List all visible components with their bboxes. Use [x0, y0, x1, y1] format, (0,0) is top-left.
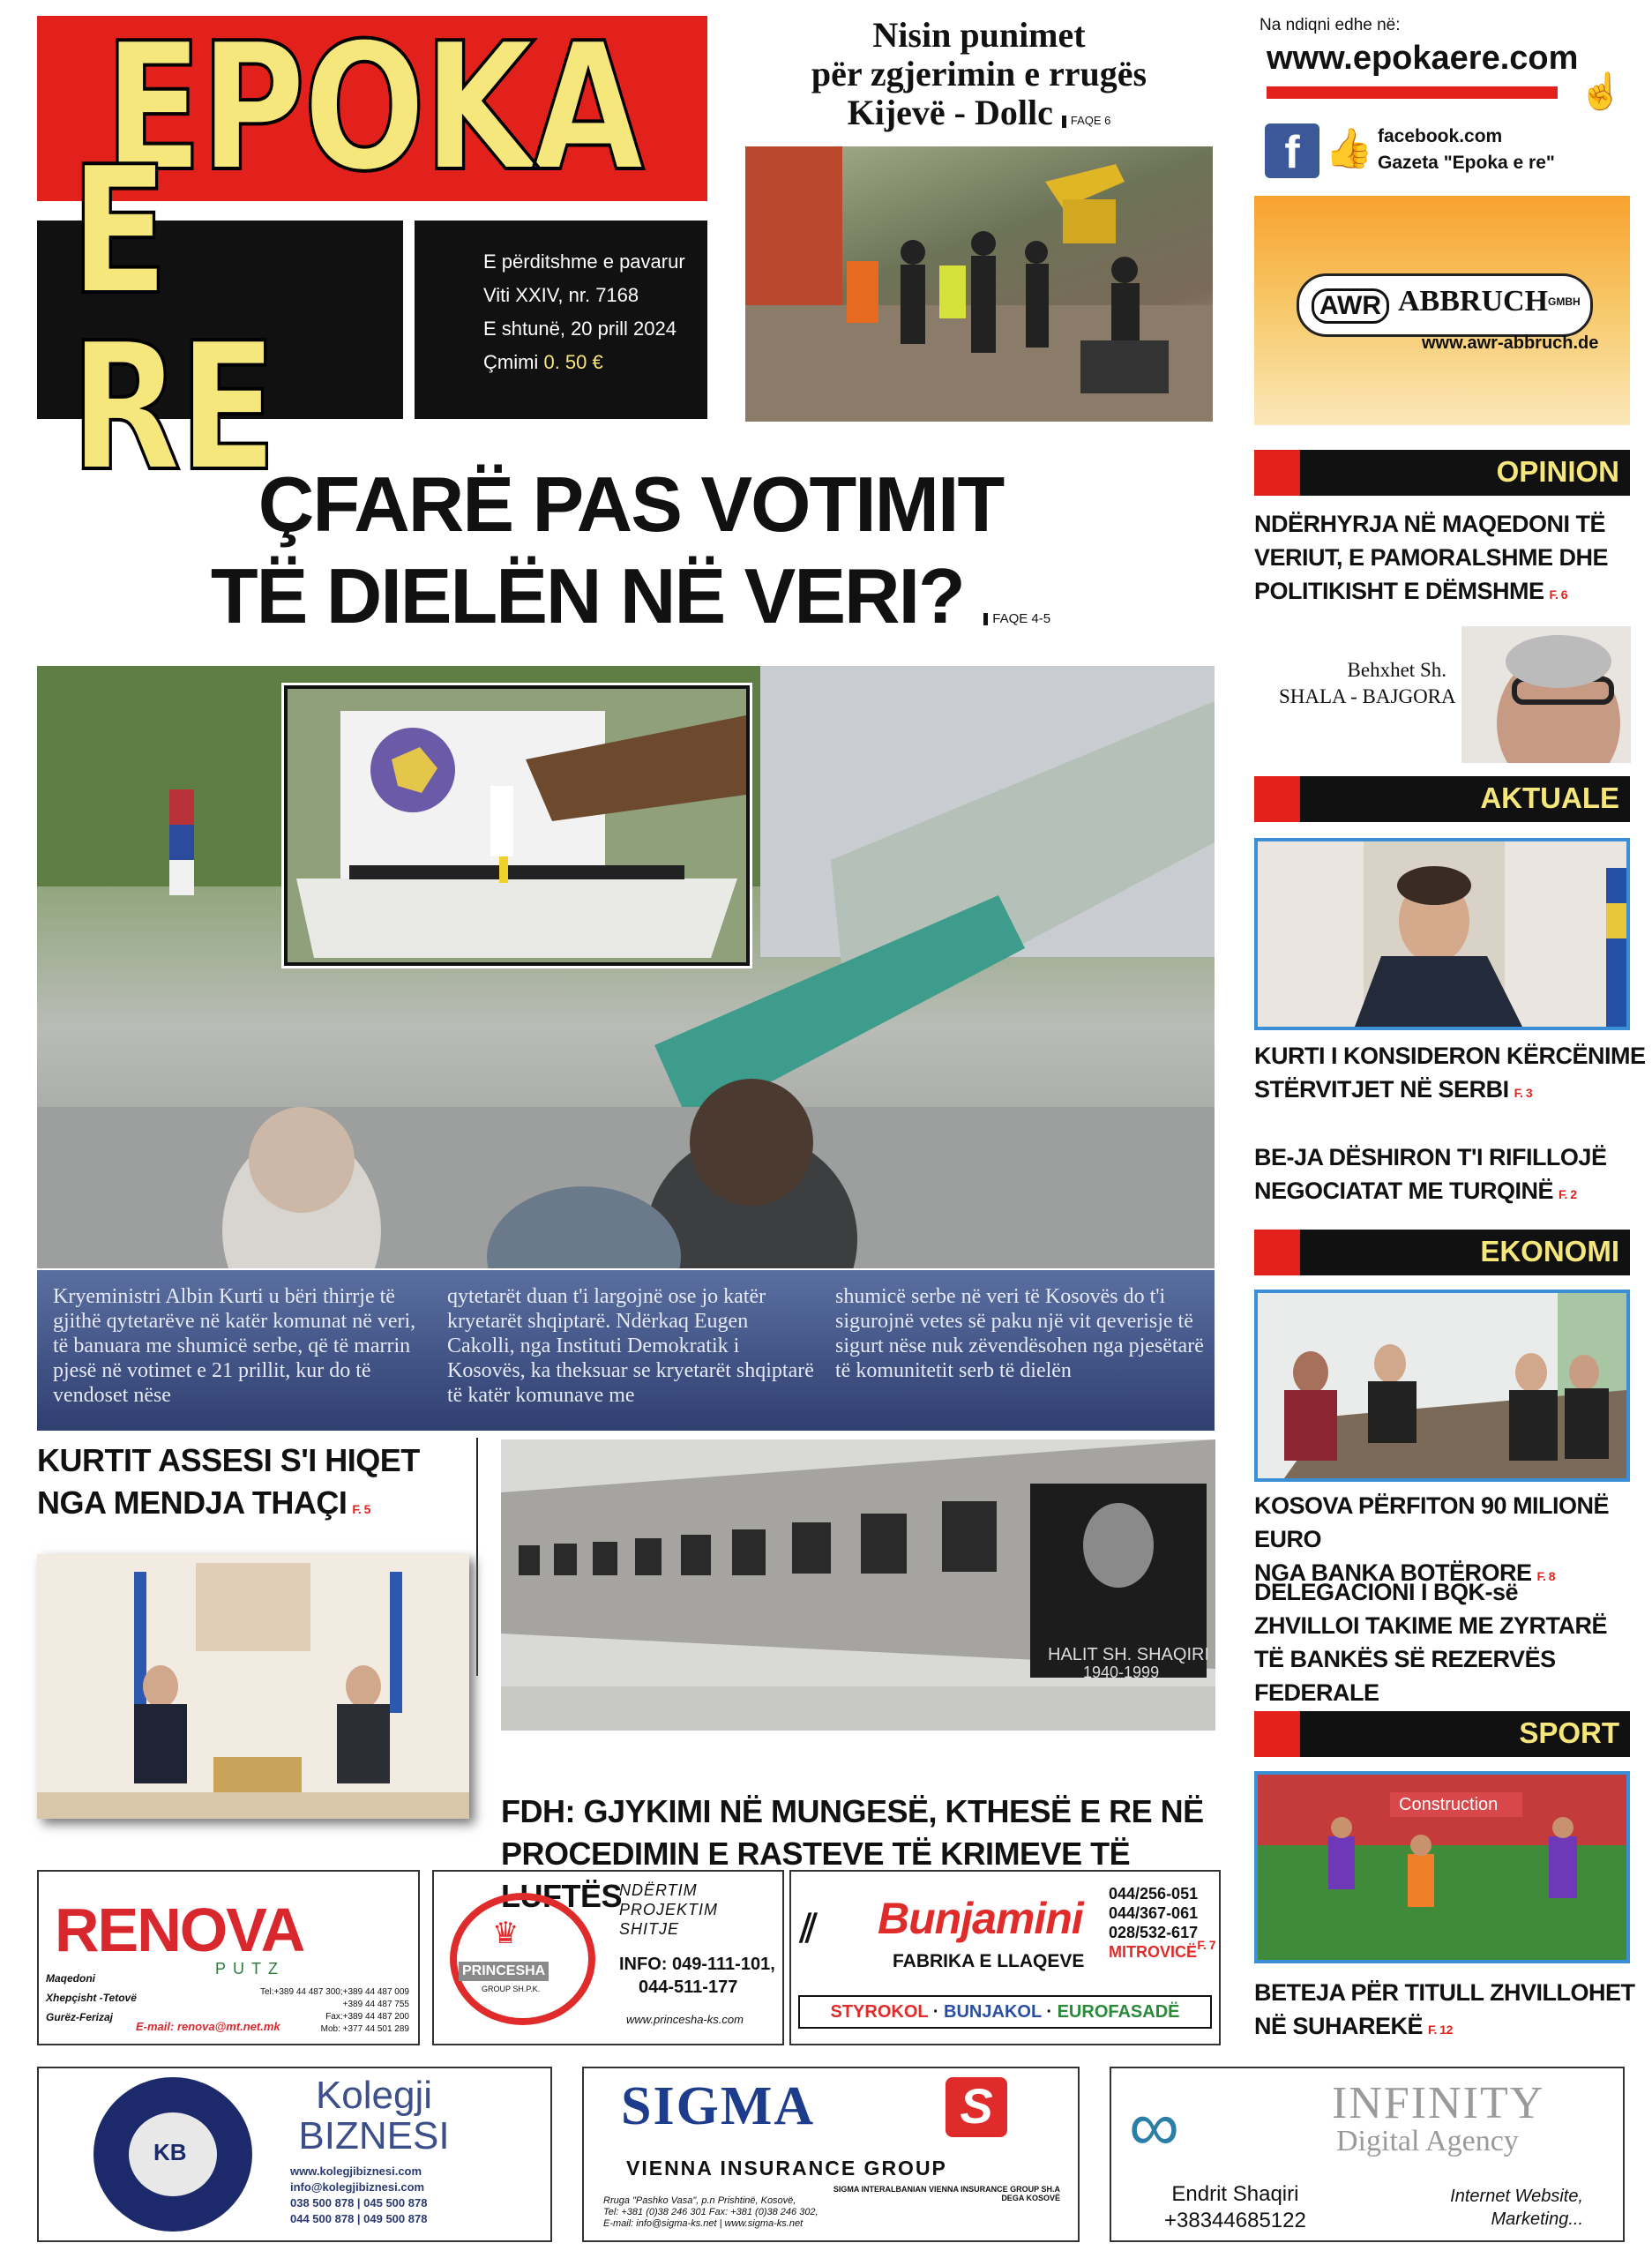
issue-date: E shtunë, 20 prill 2024 — [483, 318, 676, 340]
aktuale-photo[interactable] — [1254, 838, 1630, 1030]
ad-awr-abbruch[interactable] — [1254, 196, 1630, 425]
caption-column-3: shumicë serbe në veri të Kosovës do t'i sigurojnë vetes së paku një vit qeverisje të sigurt nëse nuk zëvendësohen nga pjesëtarë të komunitetit serb të dielën — [835, 1285, 1204, 1382]
sport-story-1[interactable]: BETEJA PËR TITULL ZHVILLOHET NË SUHAREKË F. 12 — [1254, 1979, 1635, 2039]
story-kurti-photo[interactable] — [37, 1554, 469, 1819]
adidas-stripes-icon: ⫽ — [800, 1907, 818, 1950]
story-fdh-photo[interactable] — [501, 1439, 1215, 1731]
website-link[interactable]: www.epokaere.com — [1267, 40, 1579, 77]
section-header-opinion[interactable]: OPINION — [1254, 450, 1630, 496]
princesha-logo: ♛ PRINCESHA GROUP SH.P.K. — [450, 1893, 595, 2025]
awr-url[interactable]: www.awr-abbruch.de — [1422, 333, 1599, 353]
story-kurti-headline[interactable]: KURTIT ASSESI S'I HIQET NGA MENDJA THAÇI F. 5 — [37, 1442, 420, 1521]
issue-number: Viti XXIV, nr. 7168 — [483, 284, 639, 306]
logo-epoka: EPOKA — [37, 16, 707, 201]
ballot-box-inset-photo[interactable] — [284, 685, 750, 966]
top-story-headline[interactable]: Nisin punimet për zgjerimin e rrugës Kijevë - Dollc FAQE 6 — [811, 15, 1147, 132]
tagline: E përditshme e pavarur — [483, 250, 685, 273]
ad-renova[interactable]: RENOVA PUTZ Maqedoni Xhepçisht -Tetovë Gurëz-Ferizaj Tel:+389 44 487 300;+389 44 487 009 +389 44 487 755 Fax:+389 44 487 200 Mob: +377 44 501 289 E-mail: renova@mt.net.mk — [37, 1870, 420, 2045]
plaque-name: HALIT SH. SHAQIRI — [1048, 1645, 1210, 1664]
masthead-info — [415, 221, 707, 419]
section-header-ekonomi[interactable]: EKONOMI — [1254, 1230, 1630, 1275]
column-divider — [476, 1438, 478, 1676]
author-photo — [1461, 626, 1631, 763]
plaque-years: 1940-1999 — [1083, 1664, 1160, 1681]
construction-photo-icon — [745, 146, 1213, 422]
facebook-icon[interactable]: f — [1265, 123, 1319, 178]
cursor-hand-icon: ☝ — [1579, 72, 1623, 111]
aktuale-story-2[interactable]: BE-JA DËSHIRON T'I RIFILLOJË NEGOCIATAT ME TURQINË F. 2 — [1254, 1144, 1607, 1204]
ekonomi-story-1[interactable]: KOSOVA PËRFITON 90 MILIONË EURO NGA BANKA BOTËRORE F. 8 — [1254, 1492, 1610, 1586]
website-underline — [1267, 86, 1558, 99]
sport-banner-text: Construction — [1399, 1795, 1499, 1814]
ad-infinity[interactable]: ∞ INFINITY Digital Agency Endrit Shaqiri +38344685122 Internet Website, Marketing... — [1110, 2067, 1625, 2242]
aktuale-story-1[interactable]: KURTI I KONSIDERON KËRCËNIME STËRVITJET NË SERBI F. 3 — [1254, 1043, 1646, 1103]
logo-e-re: E RE — [37, 221, 403, 419]
top-story-photo[interactable] — [745, 146, 1213, 422]
story-fdh-headline[interactable]: FDH: GJYKIMI NË MUNGESË, KTHESË E RE NË PROCEDIMIN E RASTEVE TË KRIMEVE TË LUFTËS F. 7 — [501, 1793, 1215, 1952]
thumbs-up-icon: 👍 — [1325, 127, 1373, 170]
main-story-photo[interactable] — [37, 666, 1215, 1268]
facebook-link[interactable]: facebook.com Gazeta "Epoka e re" — [1378, 126, 1555, 173]
main-story-caption — [37, 1270, 1215, 1431]
opinion-headline[interactable]: NDËRHYRJA NË MAQEDONI TË VERIUT, E PAMORALSHME DHE POLITIKISHT E DËMSHME F. 6 — [1254, 511, 1609, 604]
ekonomi-story-2[interactable]: DELEGACIONI I BQK-së ZHVILLOI TAKIME ME ZYRTARË TË BANKËS SË REZERVËS FEDERALE — [1254, 1579, 1607, 1706]
awr-logo: AWR ABBRUCH GMBH — [1297, 273, 1593, 337]
infinity-icon: ∞ — [1129, 2087, 1180, 2165]
sport-photo[interactable] — [1254, 1771, 1630, 1963]
follow-label: Na ndiqni edhe në: — [1260, 16, 1401, 34]
main-headline[interactable]: ÇFARË PAS VOTIMIT TË DIELËN NË VERI? FAQE 4-5 — [210, 460, 1051, 639]
ad-bunjamini[interactable]: ⫽ Bunjamini FABRIKA E LLAQEVE 044/256-051 044/367-061 028/532-617 MITROVICË STYROKOL · BUNJAKOL · EUROFASADË — [789, 1870, 1221, 2045]
ad-kolegji-biznesi[interactable]: KB Kolegji BIZNESI www.kolegjibiznesi.com info@kolegjibiznesi.com 038 500 878 | 045 500 878 044 500 878 | 049 500 878 — [37, 2067, 552, 2242]
opinion-author: Behxhet Sh. SHALA - BAJGORA — [1279, 659, 1456, 707]
price: Çmimi 0. 50 € — [483, 351, 603, 373]
renova-logo: RENOVA — [55, 1895, 304, 1964]
kolegji-logo: KB — [93, 2077, 252, 2232]
caption-column-1: Kryeministri Albin Kurti u bëri thirrje të gjithë qytetarëve në katër komunat në veri, të banuara me shumicë serbe, që të marrin pjesë në votimet e 21 prillit, kur do të vendoset nëse — [53, 1285, 416, 1407]
ad-princesha[interactable]: ♛ PRINCESHA GROUP SH.P.K. NDËRTIM PROJEKTIM SHITJE INFO: 049-111-101, 044-511-177 www.princesha-ks.com — [432, 1870, 784, 2045]
caption-column-2: qytetarët duan t'i largojnë ose jo katër kryetarët shqiptarë. Ndërkaq Eugen Cakolli, nga Instituti Demokratik i Kosovës, ka theksuar se kryetarët shqiptarë të katër komunave me — [447, 1285, 814, 1407]
ekonomi-photo[interactable] — [1254, 1290, 1630, 1482]
section-header-aktuale[interactable]: AKTUALE — [1254, 776, 1630, 822]
section-header-sport[interactable]: SPORT — [1254, 1711, 1630, 1757]
crown-icon: ♛ — [492, 1917, 520, 1950]
sigma-logo-icon: S — [946, 2077, 1007, 2137]
ad-sigma[interactable]: SIGMA S VIENNA INSURANCE GROUP SIGMA INTERALBANIAN VIENNA INSURANCE GROUP SH.A DEGA KOSOVË Rruga "Pashko Vasa", p.n Prishtinë, Kosovë, Tel: +381 (0)38 246 301 Fax: +381 (0)38 246 302, E-mail: info@sigma-ks.net | www.sigma-ks.net — [582, 2067, 1080, 2242]
